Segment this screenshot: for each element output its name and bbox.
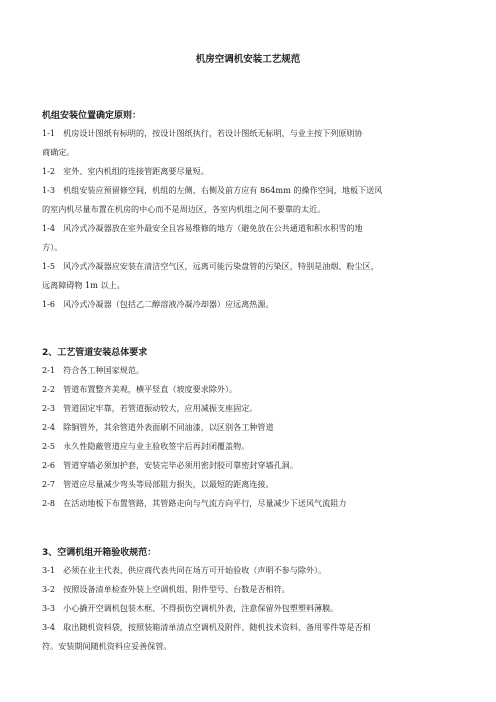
clause-line: 1-5 风冷式冷凝器应安装在清洁空气区，远离可能污染盘管的污染区，特别是油烟、粉尘区，	[42, 261, 379, 271]
clause-line: 符。安装期间随机资料应妥善保管。	[42, 641, 172, 651]
clause-3-4	[42, 618, 460, 656]
clause-line: 1-4 风冷式冷凝器放在室外最安全且容易维修的地方（避免放在公共通道和积水积雪的地	[42, 223, 363, 233]
clause-line: 2-4 除铜管外，其余管道外表面刷不同油漆，以区别各工种管道	[42, 422, 274, 432]
clause-line: 3-1 必须在业主代表、供应商代表共同在场方可开始验收（声明不参与除外）。	[42, 565, 327, 575]
clause-3-3	[42, 599, 460, 618]
clause-line: 3-3 小心撬开空调机包装木框、不得损伤空调机外表，注意保留外包塑塑料薄膜。	[42, 603, 339, 613]
clause-line: 1-6 风冷式冷凝器（包括乙二醇溶液冷凝冷却器）应远离热源。	[42, 299, 274, 309]
clause-1-6	[42, 295, 460, 314]
section-heading: 机组安装位置确定原则：	[42, 111, 142, 121]
clause-line: 方）。	[42, 242, 63, 252]
clause-line: 2-2 管道布置整齐美观，横平竖直（坡度要求除外）。	[42, 384, 238, 394]
clause-1-2	[42, 162, 460, 181]
clause-line: 1-2 室外、室内机组的连接管距离要尽量短。	[42, 166, 209, 176]
clause-line: 2-7 管道应尽量减少弯头等局部阻力损失，以最短的距离连接。	[42, 479, 274, 489]
clause-line: 3-4 取出随机资料袋，按照装箱清单清点空调机及附件、随机技术资料、备用零件等是否相	[42, 622, 371, 632]
clause-1-5	[42, 257, 460, 295]
clause-2-7	[42, 475, 460, 494]
clause-line: 2-3 管道固定牢靠，若管道振动较大，应用减振支座固定。	[42, 403, 258, 413]
clause-line: 1-1 机房设计图纸有标明的，按设计图纸执行，若设计图纸无标明，与业主按下列原则协	[42, 128, 363, 138]
clause-line: 1-3 机组安装应预留修空间，机组的左侧、右侧及前方应有 864mm 的操作空间，地板下送风	[42, 185, 383, 195]
document-title: 机房空调机安装工艺规范	[195, 54, 301, 65]
clause-1-3	[42, 181, 460, 219]
clause-2-3	[42, 399, 460, 418]
clause-line: 2-5 永久性隐蔽管道应与业主验收签字后再封闭覆盖物。	[42, 441, 250, 451]
clause-2-4	[42, 418, 460, 437]
clause-line: 商确定。	[42, 147, 75, 157]
clause-1-4	[42, 219, 460, 257]
clause-2-5	[42, 437, 460, 456]
clause-line: 远离障碍物 1m 以上。	[42, 280, 125, 290]
clause-line: 2-6 管道穿墙必须加护套，安装完毕必须用密封胶可靠密封穿墙孔洞。	[42, 460, 298, 470]
clause-3-1	[42, 561, 460, 580]
clause-2-6	[42, 456, 460, 475]
clause-line: 3-2 按照设备清单检查外装上空调机组、附件型号、台数是否相符。	[42, 584, 290, 594]
clause-line: 的室内机尽量布置在机房的中心而不是周边区，各室内机组之间不要靠的太近。	[42, 204, 326, 214]
clause-2-2	[42, 380, 460, 399]
clause-line: 2-1 符合各工种国家规范。	[42, 365, 145, 375]
clause-1-1	[42, 124, 460, 162]
clause-2-8	[42, 494, 460, 513]
section-heading: 2、工艺管道安装总体要求	[42, 348, 148, 358]
clause-2-1	[42, 361, 460, 380]
clause-3-2	[42, 580, 460, 599]
clause-line: 2-8 在活动地板下布置管路，其管路走向与气流方向平行，尽量减少下送风气流阻力	[42, 498, 347, 508]
section-heading: 3、空调机组开箱验收规范：	[42, 548, 157, 558]
